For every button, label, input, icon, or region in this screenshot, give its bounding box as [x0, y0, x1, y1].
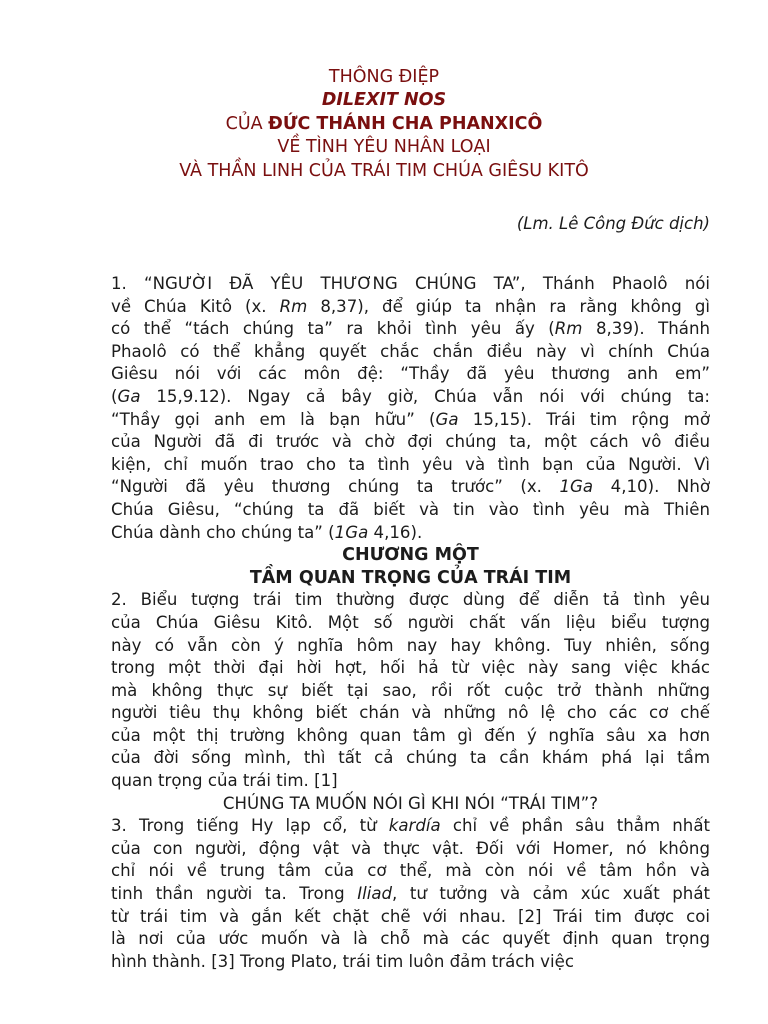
italic-reference: 1Ga	[559, 477, 594, 497]
text-line: chỉ nói về trung tâm của cơ thể, mà còn nói về tâm hồn và	[111, 861, 710, 881]
title-line-subject-continued: VÀ THẦN LINH CỦA TRÁI TIM CHÚA GIÊSU KITÔ	[179, 160, 589, 181]
text-line: 2. Biểu tượng trái tim thường được dùng để diễn tả tình yêu	[111, 590, 710, 610]
text-line: “Thầy gọi anh em là bạn hữu” (Ga 15,15). Trái tim rộng mở	[111, 409, 710, 429]
italic-reference: kardía	[388, 816, 441, 836]
title-line-subject: VỀ TÌNH YÊU NHÂN LOẠI	[277, 137, 491, 158]
text-line: Chúa dành cho chúng ta” (1Ga 4,16).	[111, 522, 423, 542]
text-line: của Người đã đi trước và chờ đợi chúng ta, một cách vô điều	[111, 432, 710, 452]
title-line-document-name: DILEXIT NOS	[321, 90, 447, 111]
text-line: Giêsu nói với các môn đệ: “Thầy đã yêu thương anh em”	[111, 364, 710, 384]
text-line: “Người đã yêu thương chúng ta trước” (x. 1Ga 4,10). Nhờ	[111, 477, 710, 497]
text-line: (Ga 15,9.12). Ngay cả bây giờ, Chúa vẫn nói với chúng ta:	[111, 386, 710, 406]
text-line: Phaolô có thể khẳng quyết chắc chắn điều này vì chính Chúa	[111, 341, 710, 361]
text-line: Chúa Giêsu, “chúng ta đã biết và tin vào tình yêu mà Thiên	[111, 499, 710, 519]
chapter-label: CHƯƠNG MỘT	[342, 545, 479, 566]
text-line: tinh thần người ta. Trong Iliad, tư tưởng và cảm xúc xuất phát	[111, 884, 710, 904]
paragraph-3	[111, 815, 710, 973]
text-line: của đời sống mình, thì tất cả chúng ta cần khám phá lại tầm	[111, 748, 710, 768]
text-line: hình thành. [3] Trong Plato, trái tim luôn đảm trách việc	[111, 951, 574, 971]
title-author-name: ĐỨC THÁNH CHA PHANXICÔ	[268, 113, 543, 134]
text-line: quan trọng của trái tim. [1]	[111, 771, 338, 791]
text-line: mà không thực sự biết tại sao, rồi rốt cuộc trở thành những	[111, 680, 710, 700]
text-line: 1. “NGƯỜI ĐÃ YÊU THƯƠNG CHÚNG TA”, Thánh Phaolô nói	[111, 274, 710, 293]
paragraph-2	[111, 589, 710, 792]
italic-reference: Rm	[554, 319, 583, 339]
text-line: trong một thời đại hời hợt, hối hả từ việc này sang việc khác	[111, 658, 710, 678]
text-line: kiện, chỉ muốn trao cho ta tình yêu và tình bạn của Người. Vì	[111, 454, 710, 474]
italic-reference: Ga	[435, 409, 459, 429]
text-line: người tiêu thụ không biết chán và những nô lệ cho các cơ chế	[111, 703, 710, 723]
text-line: về Chúa Kitô (x. Rm 8,37), để giúp ta nhận ra rằng không gì	[111, 296, 710, 316]
text-line: 3. Trong tiếng Hy lạp cổ, từ kardía chỉ về phần sâu thẳm nhất	[111, 816, 710, 836]
body-text	[111, 273, 710, 973]
text-line: này có vẫn còn ý nghĩa hôm nay hay không. Tuy nhiên, sống	[111, 635, 710, 655]
italic-reference: 1Ga	[334, 522, 369, 542]
title-line-encyclical: THÔNG ĐIỆP	[328, 67, 440, 87]
document-title	[60, 66, 708, 183]
text-line: từ trái tim và gắn kết chặt chẽ với nhau. [2] Trái tim được coi	[111, 906, 710, 926]
text-line: là nơi của ước muốn và là chỗ mà các quyết định quan trọng	[111, 929, 710, 949]
section-subheading: CHÚNG TA MUỐN NÓI GÌ KHI NÓI “TRÁI TIM”?	[222, 793, 599, 813]
translator-credit: (Lm. Lê Công Đức dịch)	[516, 214, 710, 233]
italic-reference: Rm	[279, 296, 308, 316]
italic-reference: Ga	[117, 386, 141, 406]
text-line: của con người, động vật và thực vật. Đối với Homer, nó không	[111, 838, 710, 858]
chapter-title: TẦM QUAN TRỌNG CỦA TRÁI TIM	[249, 567, 572, 588]
text-line: của một thị trường không quan tâm gì đến ý nghĩa sâu xa hơn	[111, 725, 710, 745]
text-line: có thể “tách chúng ta” ra khỏi tình yêu ấy (Rm 8,39). Thánh	[111, 319, 711, 339]
italic-reference: Iliad	[357, 884, 393, 904]
paragraph-1	[111, 273, 710, 544]
title-line-author	[60, 113, 708, 136]
text-line: của Chúa Giêsu Kitô. Một số người chất vấn liệu biểu tượng	[111, 612, 710, 632]
title-author-prefix: CỦA	[225, 113, 269, 134]
